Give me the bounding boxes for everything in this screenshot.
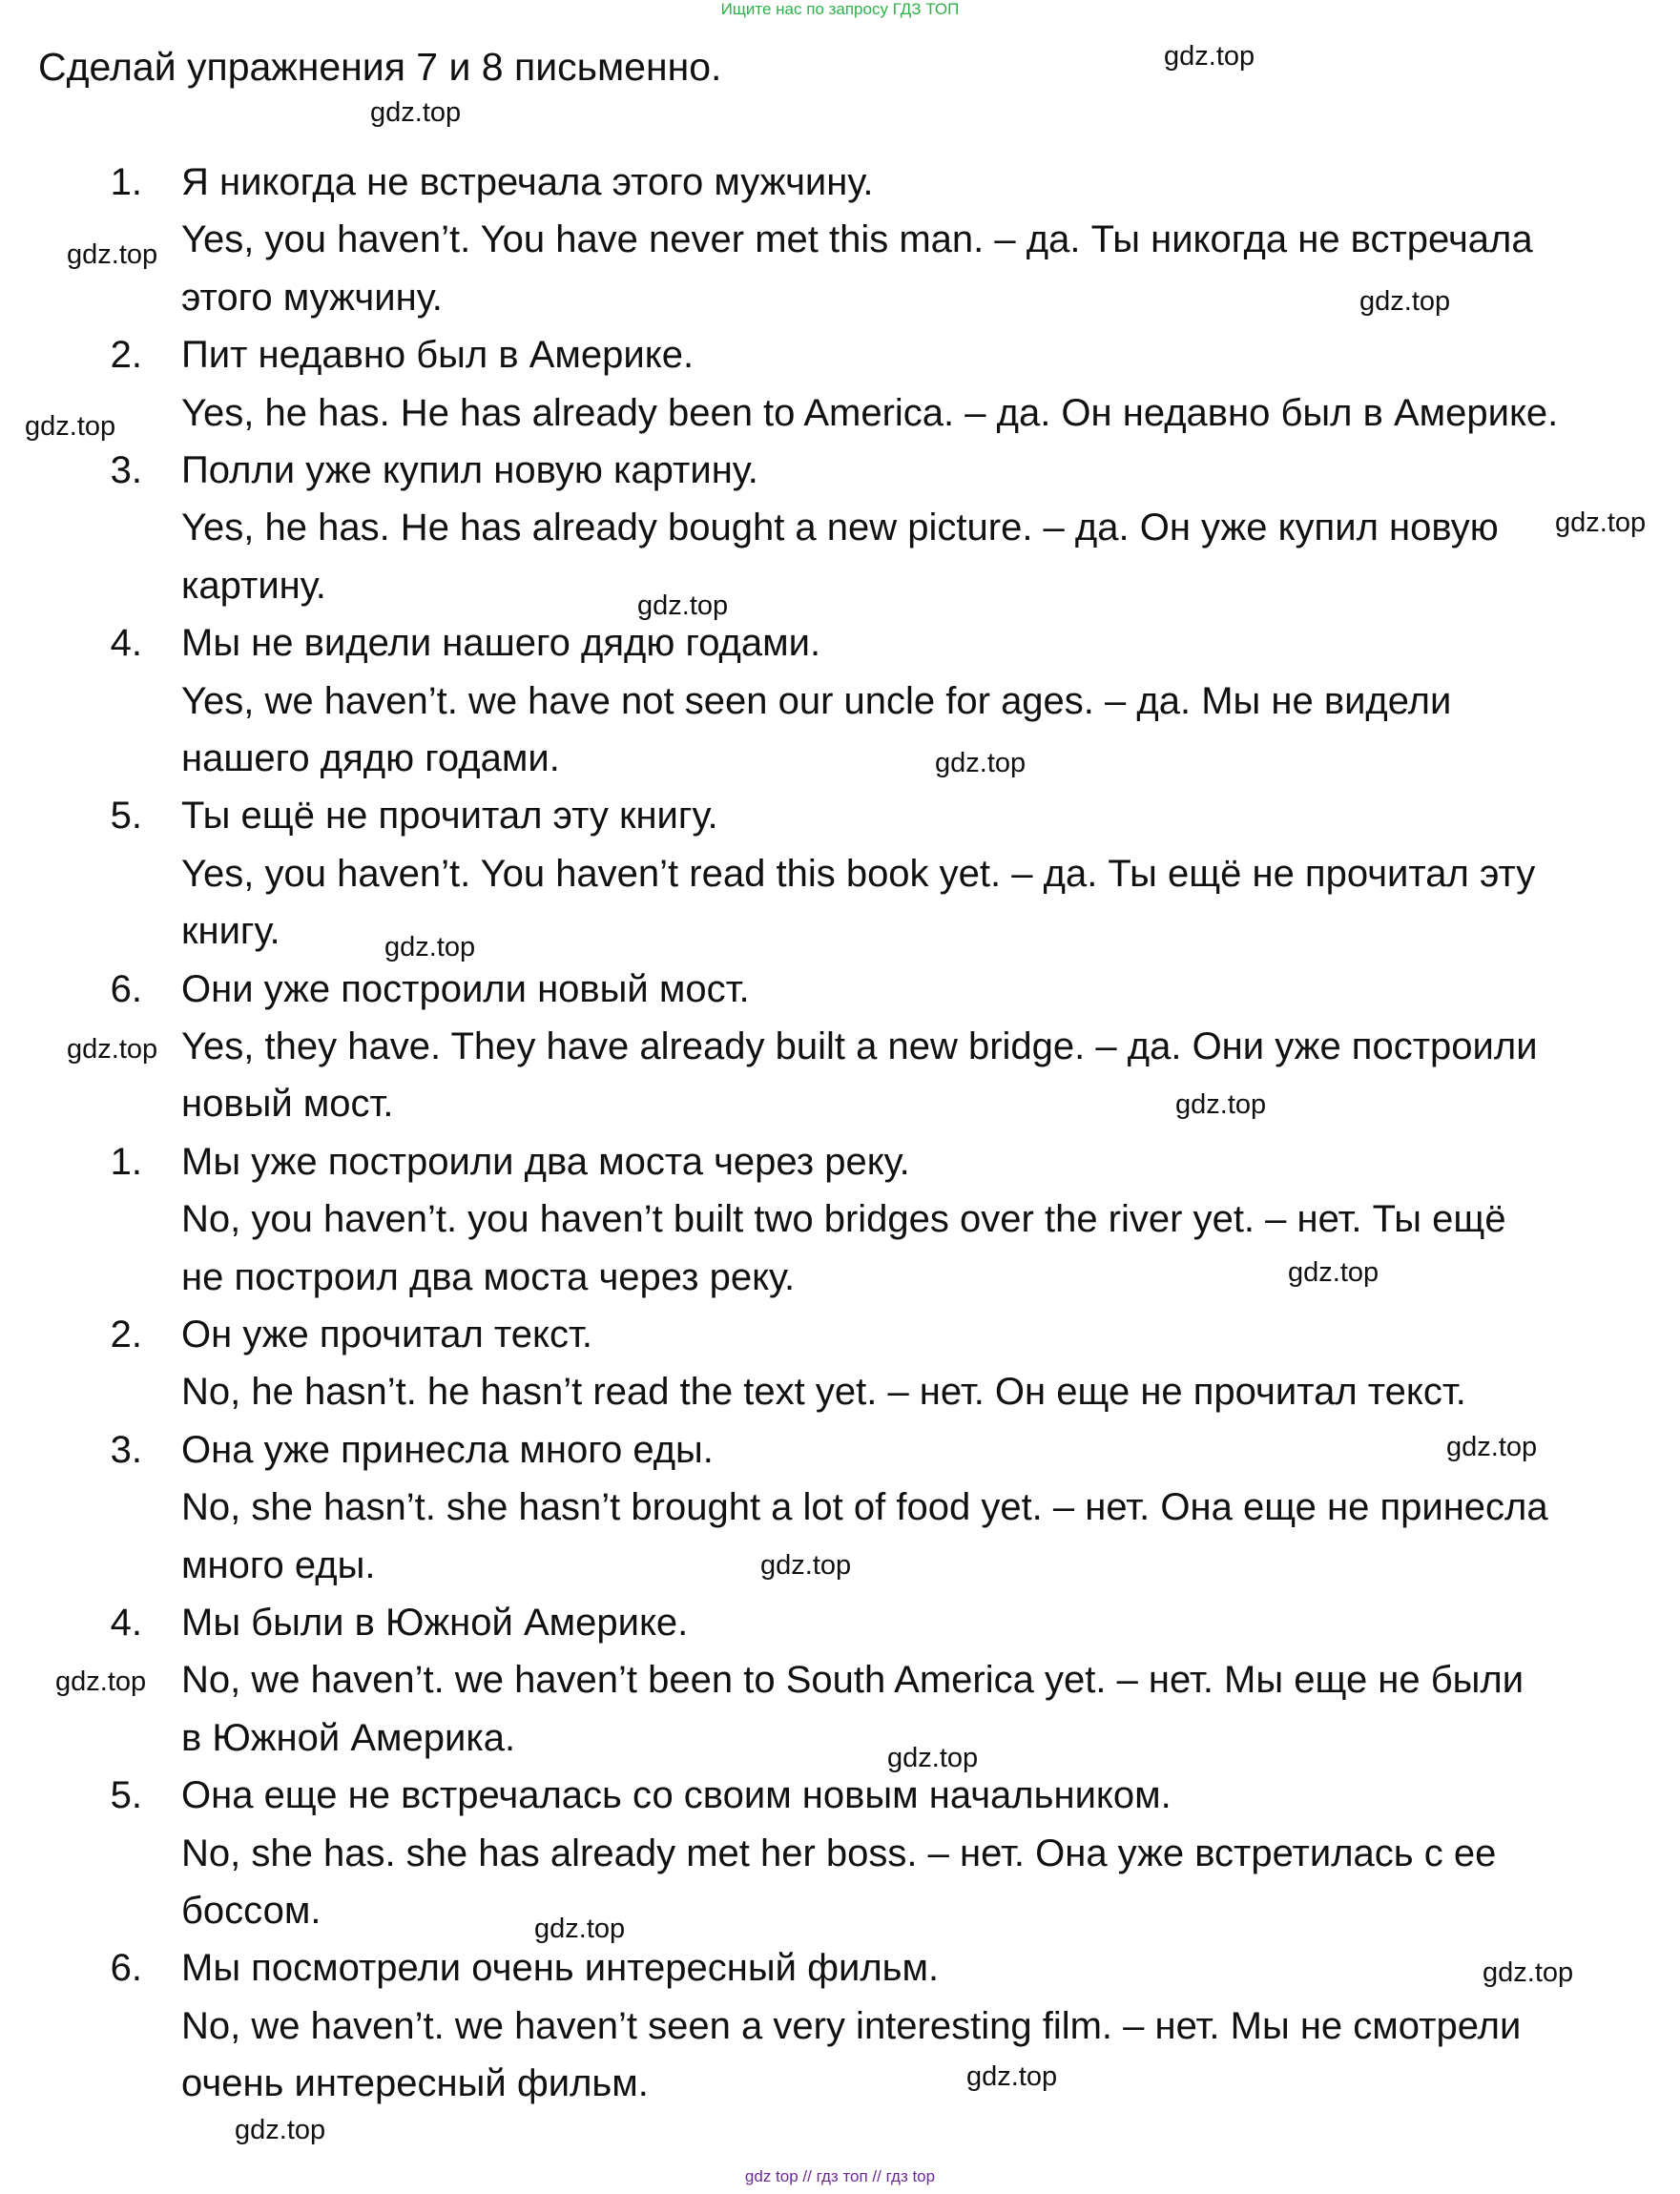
item-answer-line: очень интересный фильм. — [181, 2062, 649, 2105]
item-answer-line: Yes, you haven’t. You have never met this man. – да. Ты никогда не встречала — [181, 218, 1533, 261]
item-prompt: Я никогда не встречала этого мужчину. — [181, 161, 874, 203]
item-number: 3. — [110, 449, 142, 491]
item-number: 5. — [110, 1774, 142, 1817]
item-number: 4. — [110, 622, 142, 665]
item-prompt: Мы были в Южной Америке. — [181, 1602, 689, 1644]
item-prompt: Она уже принесла много еды. — [181, 1428, 714, 1471]
footer-links[interactable]: gdz top // гдз топ // гдз top — [744, 2167, 936, 2185]
item-number: 6. — [110, 967, 142, 1010]
watermark: gdz.top — [1164, 41, 1255, 72]
top-banner[interactable]: Ищите нас по запросу ГДЗ ТОП — [720, 0, 960, 18]
item-number: 2. — [110, 334, 142, 377]
item-number: 5. — [110, 795, 142, 838]
watermark: gdz.top — [1555, 507, 1647, 538]
item-number: 6. — [110, 1947, 142, 1990]
item-answer-line: книгу. — [181, 910, 280, 953]
item-answer-line: картину. — [181, 564, 326, 607]
item-number: 4. — [110, 1602, 142, 1644]
item-answer-line: новый мост. — [181, 1083, 394, 1126]
watermark: gdz.top — [637, 590, 729, 621]
item-answer-line: Yes, they have. They have already built a new bridge. – да. Они уже построили — [181, 1025, 1538, 1067]
watermark: gdz.top — [235, 2115, 326, 2145]
watermark: gdz.top — [1446, 1432, 1538, 1462]
watermark: gdz.top — [760, 1550, 852, 1581]
item-answer-line: No, you haven’t. you haven’t built two bridges over the river yet. – нет. Ты ещё — [181, 1198, 1506, 1241]
item-prompt: Он уже прочитал текст. — [181, 1314, 592, 1356]
item-number: 3. — [110, 1428, 142, 1471]
item-answer-line: No, we haven’t. we haven’t been to South America yet. – нет. Мы еще не были — [181, 1659, 1524, 1702]
item-answer-line: в Южной Америка. — [181, 1716, 516, 1759]
item-number: 1. — [110, 1140, 142, 1183]
item-number: 1. — [110, 161, 142, 203]
item-answer-line: этого мужчину. — [181, 276, 443, 319]
item-answer-line: No, she hasn’t. she hasn’t brought a lot of food yet. – нет. Она еще не принесла — [181, 1486, 1548, 1529]
watermark: gdz.top — [887, 1743, 979, 1773]
watermark: gdz.top — [67, 1034, 158, 1065]
watermark: gdz.top — [384, 932, 476, 962]
item-prompt: Мы не видели нашего дядю годами. — [181, 622, 821, 665]
item-prompt: Ты ещё не прочитал эту книгу. — [181, 795, 718, 838]
item-answer-line: нашего дядю годами. — [181, 737, 560, 779]
watermark: gdz.top — [966, 2061, 1058, 2092]
watermark: gdz.top — [67, 239, 158, 270]
item-prompt: Пит недавно был в Америке. — [181, 334, 695, 377]
watermark: gdz.top — [935, 748, 1027, 778]
watermark: gdz.top — [55, 1666, 147, 1697]
watermark: gdz.top — [1288, 1257, 1379, 1288]
item-answer-line: No, we haven’t. we haven’t seen a very interesting film. – нет. Мы не смотрели — [181, 2004, 1522, 2047]
item-number: 2. — [110, 1314, 142, 1356]
item-prompt: Мы посмотрели очень интересный фильм. — [181, 1947, 940, 1990]
watermark: gdz.top — [25, 411, 116, 442]
item-prompt: Она еще не встречалась со своим новым начальником. — [181, 1774, 1172, 1817]
watermark: gdz.top — [370, 97, 462, 128]
watermark: gdz.top — [1483, 1957, 1574, 1988]
item-prompt: Они уже построили новый мост. — [181, 967, 750, 1010]
item-answer-line: Yes, you haven’t. You haven’t read this book yet. – да. Ты ещё не прочитал эту — [181, 852, 1536, 895]
item-answer-line: не построил два моста через реку. — [181, 1255, 796, 1298]
item-answer-line: Yes, he has. He has already bought a new picture. – да. Он уже купил новую — [181, 507, 1499, 549]
watermark: gdz.top — [1175, 1089, 1267, 1120]
item-answer-line: Yes, he has. He has already been to America. – да. Он недавно был в Америке. — [181, 391, 1559, 434]
watermark: gdz.top — [1359, 286, 1451, 317]
item-answer-line: много еды. — [181, 1543, 376, 1586]
page-title: Сделай упражнения 7 и 8 письменно. — [38, 45, 722, 89]
item-answer-line: No, she has. she has already met her boss. – нет. Она уже встретилась с ее — [181, 1832, 1497, 1874]
watermark: gdz.top — [534, 1914, 626, 1944]
item-answer-line: No, he hasn’t. he hasn’t read the text yet. – нет. Он еще не прочитал текст. — [181, 1371, 1466, 1414]
item-answer-line: Yes, we haven’t. we have not seen our uncle for ages. – да. Мы не видели — [181, 679, 1452, 722]
item-prompt: Полли уже купил новую картину. — [181, 449, 758, 491]
item-answer-line: боссом. — [181, 1890, 321, 1932]
item-prompt: Мы уже построили два моста через реку. — [181, 1140, 910, 1183]
